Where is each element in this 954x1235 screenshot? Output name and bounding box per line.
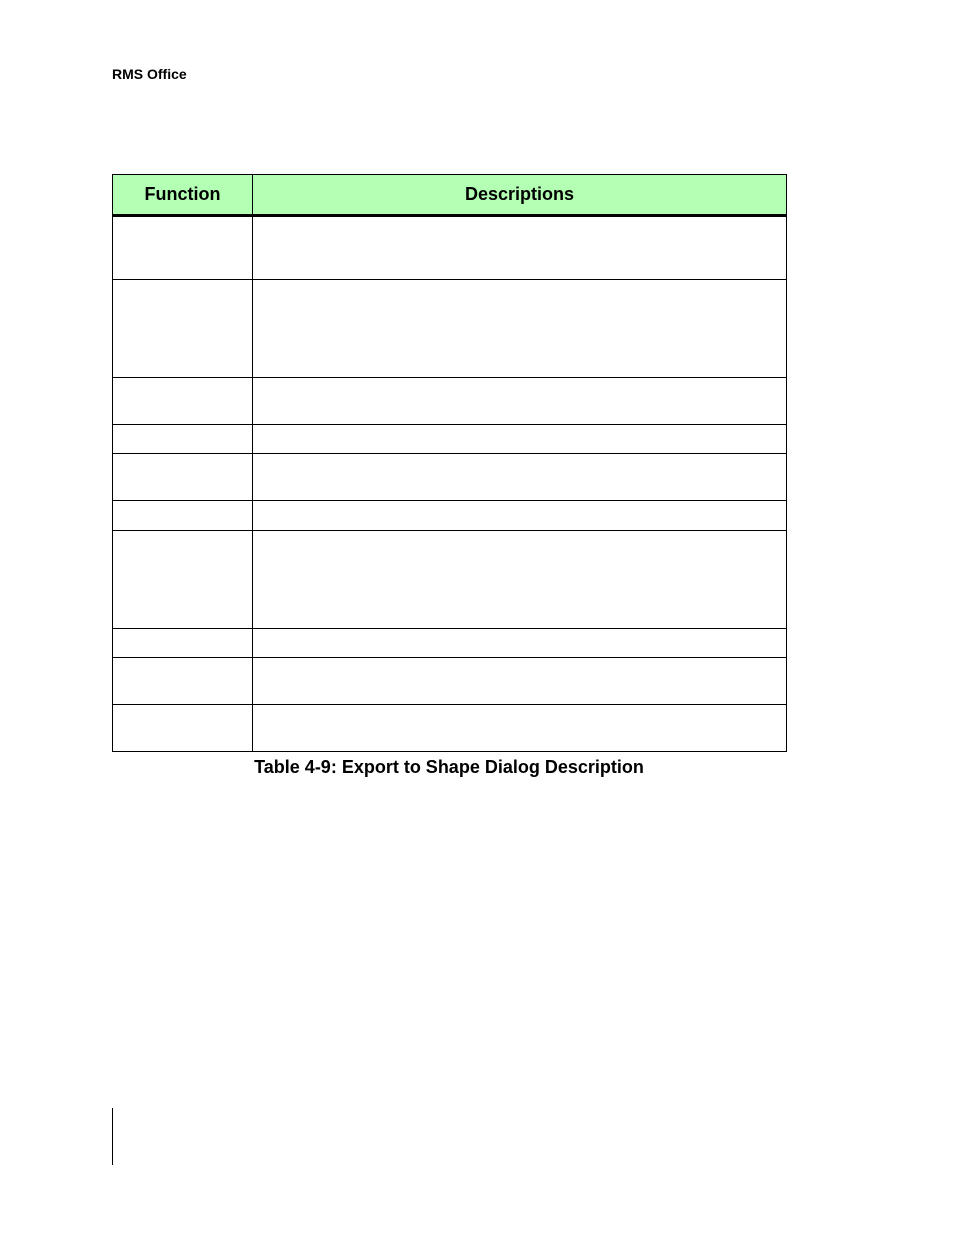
table-row bbox=[113, 658, 787, 705]
table-row bbox=[113, 378, 787, 425]
table-row bbox=[113, 531, 787, 629]
description-cell bbox=[253, 629, 787, 658]
table-row bbox=[113, 280, 787, 378]
table-row bbox=[113, 454, 787, 501]
function-cell bbox=[113, 501, 253, 531]
column-header-descriptions: Descriptions bbox=[253, 175, 787, 216]
table-header-row bbox=[113, 175, 787, 216]
column-header-function: Function bbox=[113, 175, 253, 216]
table-row bbox=[113, 629, 787, 658]
function-cell bbox=[113, 280, 253, 378]
description-table bbox=[112, 174, 787, 752]
running-header: RMS Office bbox=[112, 66, 187, 82]
description-cell bbox=[253, 658, 787, 705]
table-row bbox=[113, 705, 787, 752]
table-row bbox=[113, 425, 787, 454]
function-cell bbox=[113, 705, 253, 752]
table-row bbox=[113, 216, 787, 280]
function-cell bbox=[113, 629, 253, 658]
table-caption: Table 4-9: Export to Shape Dialog Description bbox=[254, 757, 644, 777]
function-cell bbox=[113, 425, 253, 454]
table-row bbox=[113, 501, 787, 531]
function-cell bbox=[113, 658, 253, 705]
description-cell bbox=[253, 454, 787, 501]
description-table-container bbox=[112, 174, 786, 752]
description-cell bbox=[253, 531, 787, 629]
function-cell bbox=[113, 531, 253, 629]
description-cell bbox=[253, 378, 787, 425]
description-cell bbox=[253, 705, 787, 752]
function-cell bbox=[113, 378, 253, 425]
description-cell bbox=[253, 425, 787, 454]
description-cell bbox=[253, 280, 787, 378]
margin-rule bbox=[112, 1108, 113, 1165]
function-cell bbox=[113, 216, 253, 280]
function-cell bbox=[113, 454, 253, 501]
description-cell bbox=[253, 501, 787, 531]
description-cell bbox=[253, 216, 787, 280]
